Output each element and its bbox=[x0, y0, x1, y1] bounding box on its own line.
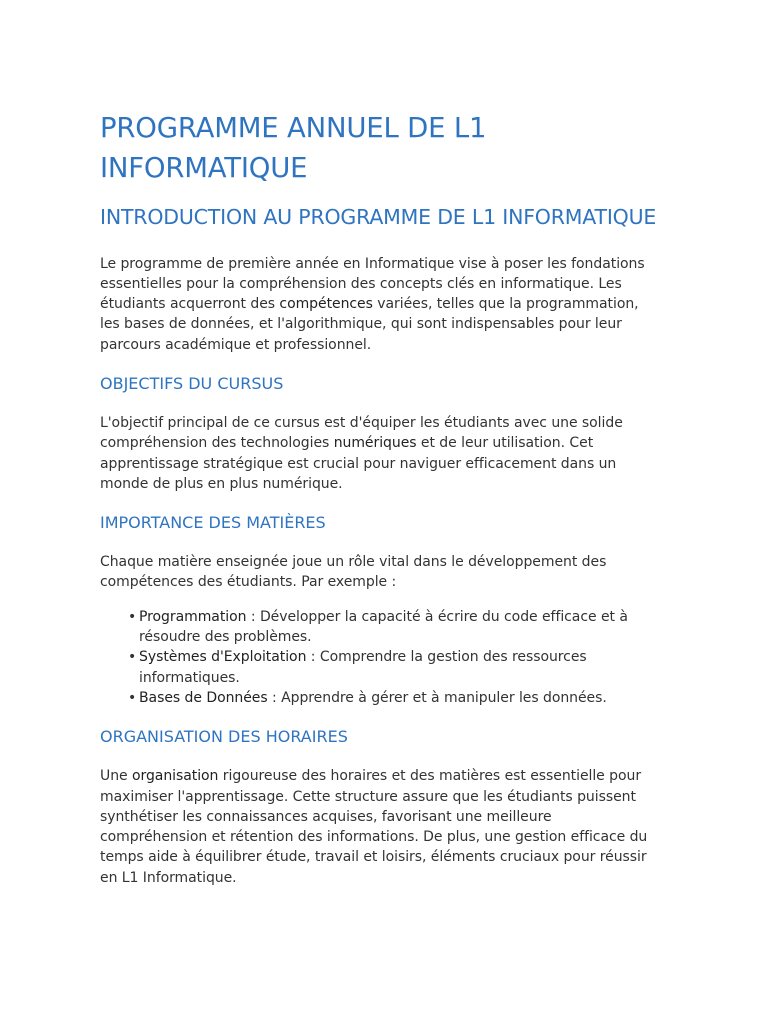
objectives-text-start: L'objectif principal de ce cursus est d'équiper les étudiants avec une solide compréhension des technologies bbox=[100, 414, 623, 452]
intro-text-start: Le programme de première année en Informatique vise à poser les fondations essentielles pour la compréhension des concepts clés en informatique. Les étudiants acquerront des bbox=[100, 255, 645, 313]
section-heading-schedule: ORGANISATION DES HORAIRES bbox=[100, 727, 348, 747]
intro-paragraph bbox=[100, 254, 660, 355]
document-content bbox=[100, 108, 660, 888]
bullet-icon: • bbox=[128, 689, 137, 706]
list-item-text: Apprendre à gérer et à manipuler les données. bbox=[281, 689, 607, 706]
schedule-text-start: Une bbox=[100, 768, 132, 785]
list-item-term: Bases de Données bbox=[139, 689, 268, 706]
list-item-text: Comprendre la gestion des ressources informatiques. bbox=[139, 649, 587, 686]
objectives-paragraph bbox=[100, 413, 660, 494]
document-title: PROGRAMME ANNUEL DE L1 INFORMATIQUE bbox=[100, 112, 487, 184]
schedule-paragraph bbox=[100, 766, 660, 888]
schedule-text-end: rigoureuse des horaires et des matières est essentielle pour maximiser l'apprentissage. Cette structure assure que les étudiants puissent synthétiser les connaissances acquises, favorisant une meilleure compréhension et rétention des informations. De plus, une gestion efficace du temps aide à équilibrer étude, travail et loisirs, éléments cruciaux pour réussir en L1 Informatique. bbox=[100, 768, 648, 886]
importance-paragraph: Chaque matière enseignée joue un rôle vital dans le développement des compétences des étudiants. Par exemple : bbox=[100, 554, 607, 591]
subjects-list bbox=[100, 607, 660, 708]
bullet-icon: • bbox=[128, 608, 137, 625]
list-item-separator: : bbox=[267, 689, 282, 706]
list-item-text: Développer la capacité à écrire du code efficace et à résoudre des problèmes. bbox=[139, 608, 628, 646]
intro-text-end: variées, telles que la programmation, les bases de données, et l'algorithmique, qui sont indispensables pour leur parcours académique et professionnel. bbox=[100, 296, 639, 353]
list-item bbox=[100, 688, 660, 708]
bullet-icon: • bbox=[128, 649, 137, 666]
list-item bbox=[100, 647, 660, 688]
section-heading-intro: INTRODUCTION AU PROGRAMME DE L1 INFORMATIQUE bbox=[100, 205, 657, 229]
list-item-term: Programmation bbox=[139, 608, 247, 625]
section-heading-importance: IMPORTANCE DES MATIÈRES bbox=[100, 513, 326, 533]
list-item bbox=[100, 607, 660, 648]
list-item-term: Systèmes d'Exploitation bbox=[139, 649, 307, 666]
section-heading-objectives: OBJECTIFS DU CURSUS bbox=[100, 373, 284, 393]
list-item-separator: : bbox=[246, 608, 260, 625]
objectives-text-end: et de leur utilisation. Cet apprentissage stratégique est crucial pour naviguer efficacement dans un monde de plus en plus numérique. bbox=[100, 435, 617, 492]
list-item-separator: : bbox=[306, 649, 320, 666]
intro-term: compétences bbox=[279, 296, 373, 313]
schedule-term: organisation bbox=[131, 768, 219, 785]
objectives-term: numériques bbox=[333, 435, 417, 452]
